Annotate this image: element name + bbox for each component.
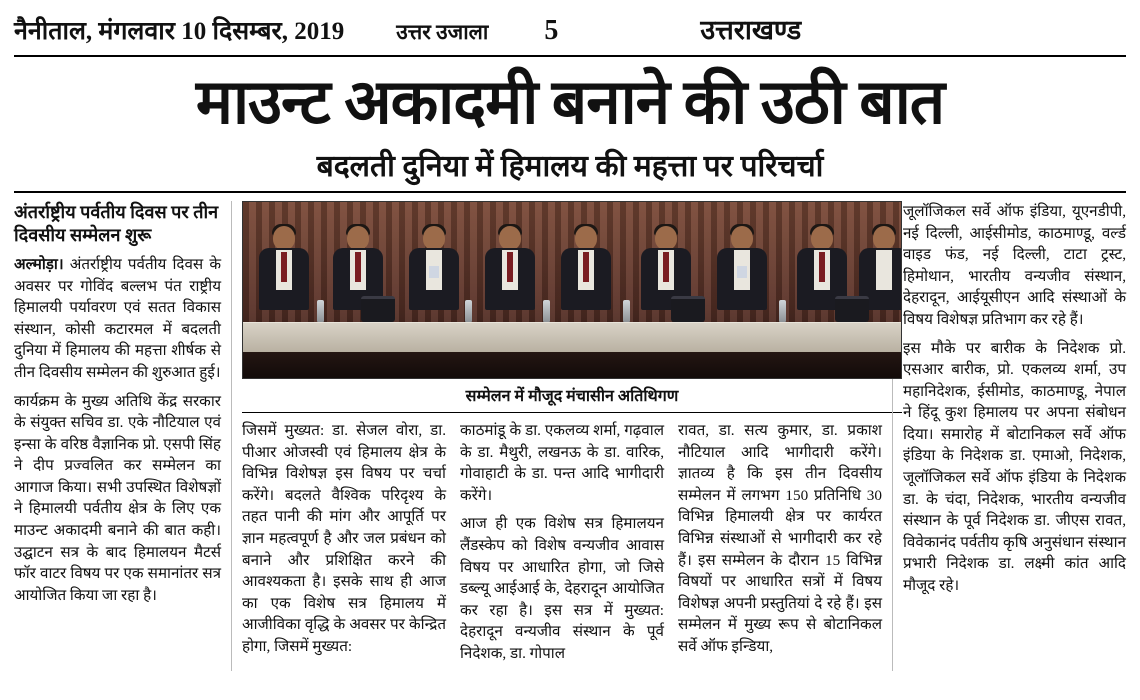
masthead-page-number: 5 — [544, 15, 559, 46]
dateline-city: अल्मोड़ा। — [14, 256, 64, 274]
photo-water-bottle — [779, 300, 786, 322]
photo-person — [479, 226, 541, 322]
sub-headline: बदलती दुनिया में हिमालय की महत्ता पर परिचर्चा — [316, 150, 824, 184]
middle-paragraph: काठमांडू के डा. एकलव्य शर्मा, गढ़वाल के डा. मैथुरी, लखनऊ के डा. वारिक, गोवाहाटी के डा. पन्त आदि भागीदारी करेंगे। — [460, 422, 664, 504]
right-paragraph-1: जूलॉजिकल सर्वे ऑफ इंडिया, यूएनडीपी, नई दिल्ली, आईसीमोड, काठमाण्डू, वर्ल्ड वाइड फंड, नई दिल्ली, टाटा ट्रस्ट, हिमोथान, भारतीय वन्यजीव संस्थान, देहरादून, आईयूसीएन आदि संस्थाओं के विषय विशेषज्ञ प्रतिभाग कर रहे हैं। — [903, 203, 1126, 328]
masthead-divider — [14, 55, 1126, 57]
article-body — [14, 201, 1126, 671]
masthead-date: नैनीताल, मंगलवार 10 दिसम्बर, 2019 — [14, 18, 345, 45]
photo-caption: सम्मेलन में मौजूद मंचासीन अतिथिगण — [242, 379, 902, 413]
conference-dais-photo — [242, 201, 902, 379]
middle-paragraph: जिसमें मुख्यत: डा. सेजल वोरा, डा. पीआर ओजस्वी एवं हिमालय क्षेत्र के विभिन्न विशेषज्ञ इस विषय पर चर्चा करेंगे। बदलते वैश्विक परिदृश्य के तहत पानी की मांग और आपूर्ति पर ज्ञान महत्वपूर्ण है और जल प्रबंधन को बनाने और प्रशिक्षित करने की आवश्यकता है। इसके साथ ही आज का एक विशेष सत्र हिमालय में आजीविका वृद्धि के अवसर पर केन्द्रित होगा, जिसमें मुख्यत: — [242, 422, 446, 655]
photo-dais-table — [243, 322, 901, 352]
middle-text-columns — [242, 420, 882, 671]
photo-water-bottle — [465, 300, 472, 322]
middle-paragraph: आज ही एक विशेष सत्र हिमालयन लैंडस्केप को विशेष वन्यजीव आवास विषय पर आधारित होगा, जो जिसे डब्ल्यू आईआई के, देहरादून आयोजित कर रहा है। इस सत्र में मुख्यत: देहरादून वन्यजीव संस्थान के पूर्व निदेशक, डा. गोपाल — [460, 515, 664, 662]
photo-water-bottle — [543, 300, 550, 322]
main-headline: माउन्ट अकादमी बनाने की उठी बात — [195, 69, 945, 137]
photo-water-bottle — [623, 300, 630, 322]
middle-subcolumn-3 — [678, 420, 882, 671]
article-kicker: अंतर्राष्ट्रीय पर्वतीय दिवस पर तीन दिवसीय सम्मेलन शुरू — [14, 202, 219, 245]
lead-paragraph-text: अंतर्राष्ट्रीय पर्वतीय दिवस के अवसर पर गोविंद बल्लभ पंत राष्ट्रीय हिमालयी पर्यावरण एवं सतत विकास संस्थान, कोसी कटारमल में बदलती दुनिया में हिमालय की महत्ता शीर्षक से तीन दिवसीय सम्मेलन की शुरुआत हुई। — [14, 256, 221, 381]
middle-paragraph: रावत, डा. सत्य कुमार, डा. प्रकाश नौटियाल आदि भागीदारी करेंगे। ज्ञातव्य है कि इस तीन दिवसीय सम्मेलन में लगभग 150 प्रतिनिधि 30 विभिन्न हिमालयी क्षेत्र पर कार्यरत विभिन्न संस्थाओं से भागीदारी कर रहे हैं। इस सम्मेलन के दौरान 15 विभिन्न विषयों पर आधारित सत्रों में विषय विशेषज्ञ अपनी प्रस्तुतियां दे रहे हैं। इस सम्मेलन में मुख्य रूप से बोटानिकल सर्वे ऑफ इन्डिया, — [678, 422, 882, 655]
photo-person — [711, 226, 773, 322]
middle-subcolumn-1 — [242, 420, 446, 671]
masthead-section-title: उत्तराखण्ड — [700, 15, 802, 45]
lead-paragraph — [14, 254, 221, 383]
photo-water-bottle — [317, 300, 324, 322]
masthead-paper-name: उत्तर उजाला — [396, 20, 489, 44]
photo-person — [403, 226, 465, 322]
photo-person — [555, 226, 617, 322]
photo-bag — [671, 296, 705, 322]
photo-block — [242, 201, 902, 413]
middle-column — [232, 201, 892, 671]
masthead — [14, 10, 1126, 53]
left-column — [14, 201, 232, 671]
middle-subcolumn-2 — [460, 420, 664, 671]
photo-bag — [361, 296, 395, 322]
right-column — [892, 201, 1126, 671]
headline-divider — [14, 191, 1126, 193]
photo-bag — [835, 296, 869, 322]
photo-person — [253, 226, 315, 322]
right-paragraph-2: इस मौके पर बारीक के निदेशक प्रो. एसआर बारीक, प्रो. एकलव्य शर्मा, उप महानिदेशक, ईसीमोड, काठमाण्डू, नेपाल ने हिंदू कुश हिमालय पर अपना संबोधन दिया। समारोह में बोटानिकल सर्वे ऑफ इंडिया के निदेशक डा. एमाओ, निदेशक, जूलॉजिकल सर्वे ऑफ इंडिया के निदेशक डा. के चंदा, निदेशक, भारतीय वन्यजीव संस्थान के पूर्व निदेशक डा. जीएस रावत, विवेकानंद पर्वतीय कृषि अनुसंधान संस्थान प्रभारी निदेशक डा. लक्ष्मी कांत आदि मौजूद रहे। — [903, 339, 1126, 594]
left-paragraph-2: कार्यक्रम के मुख्य अतिथि केंद्र सरकार के संयुक्त सचिव डा. एके नौटियाल एवं इन्सा के वरिष्ठ वैज्ञानिक प्रो. एसपी सिंह ने दीप प्रज्वलित कर सम्मेलन का आगाज किया। सभी उपस्थित विशेषज्ञों ने हिमालयी पर्वतीय क्षेत्र के लिए एक माउन्ट अकादमी बनाने की बात कही। उद्घाटन सत्र के बाद हिमालयन मैटर्स फॉर वाटर विषय पर एक समानांतर सत्र आयोजित किया जा रहा है। — [14, 392, 221, 604]
